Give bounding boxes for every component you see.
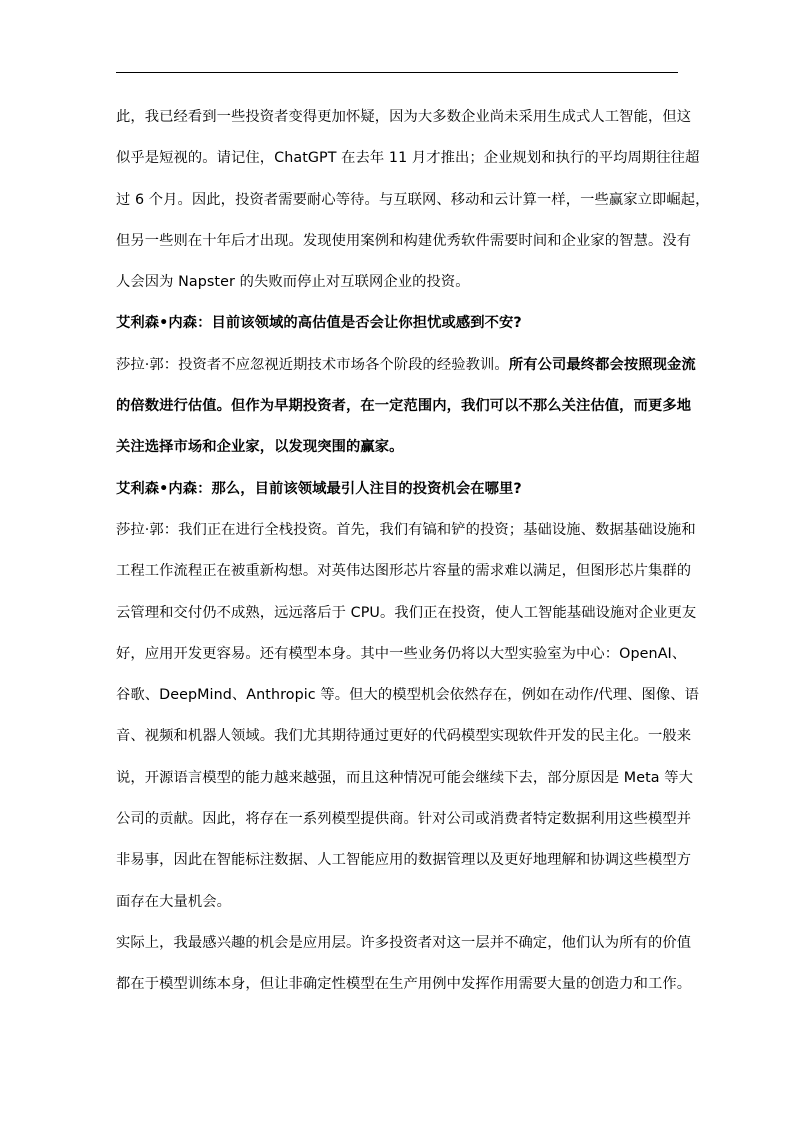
paragraph-line: 但另一些则在十年后才出现。发现使用案例和构建优秀软件需要时间和企业家的智慧。没有	[116, 232, 692, 249]
answer-line: 莎拉·郭：我们正在进行全栈投资。首先，我们有镐和铲的投资；基础设施、数据基础设施和	[116, 521, 696, 538]
answer-line	[116, 345, 696, 386]
paragraph-line: 人会因为 Napster 的失败而停止对互联网企业的投资。	[116, 274, 470, 291]
paragraph-line: 似乎是短视的。请记住，ChatGPT 在去年 11 月才推出；企业规划和执行的平均周期往往超	[116, 150, 700, 167]
question-heading: 艾利森•内森：那么，目前该领域最引人注目的投资机会在哪里?	[116, 480, 522, 497]
answer-line: 音、视频和机器人领域。我们尤其期待通过更好的代码模型实现软件开发的民主化。一般来	[116, 728, 692, 745]
answer-line: 云管理和交付仍不成熟，远远落后于 CPU。我们正在投资，使人工智能基础设施对企业更友	[116, 604, 697, 621]
answer-line: 非易事，因此在智能标注数据、人工智能应用的数据管理以及更好地理解和协调这些模型方	[116, 852, 692, 869]
paragraph-line: 过 6 个月。因此，投资者需要耐心等待。与互联网、移动和云计算一样，一些赢家立即崛起，	[116, 191, 710, 208]
paragraph-line: 都在于模型训练本身，但让非确定性模型在生产用例中发挥作用需要大量的创造力和工作。	[116, 976, 692, 993]
answer-text: 莎拉·郭：投资者不应忽视近期技术市场各个阶段的经验教训。	[116, 356, 509, 373]
answer-line: 谷歌、DeepMind、Anthropic 等。但大的模型机会依然存在，例如在动作/代理、图像、语	[116, 687, 700, 704]
paragraph-line: 此，我已经看到一些投资者变得更加怀疑，因为大多数企业尚未采用生成式人工智能，但这	[116, 109, 692, 125]
paragraph-line: 实际上，我最感兴趣的机会是应用层。许多投资者对这一层并不确定，他们认为所有的价值	[116, 934, 692, 951]
answer-line: 工程工作流程正在被重新构想。对英伟达图形芯片容量的需求难以满足，但图形芯片集群的	[116, 563, 692, 580]
question-heading: 艾利森•内森：目前该领域的高估值是否会让你担忧或感到不安?	[116, 315, 522, 332]
answer-emphasis-line: 的倍数进行估值。但作为早期投资者，在一定范围内，我们可以不那么关注估值，而更多地	[116, 398, 692, 415]
document-body	[116, 97, 710, 1006]
answer-line: 好，应用开发更容易。还有模型本身。其中一些业务仍将以大型实验室为中心：OpenAI、	[116, 645, 687, 662]
answer-line: 面存在大量机会。	[116, 893, 232, 910]
answer-line: 说，开源语言模型的能力越来越强，而且这种情况可能会继续下去，部分原因是 Meta 等大	[116, 769, 694, 786]
answer-emphasis-line: 关注选择市场和企业家，以发现突围的赢家。	[116, 439, 404, 456]
answer-emphasis: 所有公司最终都会按照现金流	[508, 356, 696, 373]
answer-line: 公司的贡献。因此，将存在一系列模型提供商。针对公司或消费者特定数据利用这些模型并	[116, 811, 692, 828]
header-rule	[116, 72, 678, 73]
